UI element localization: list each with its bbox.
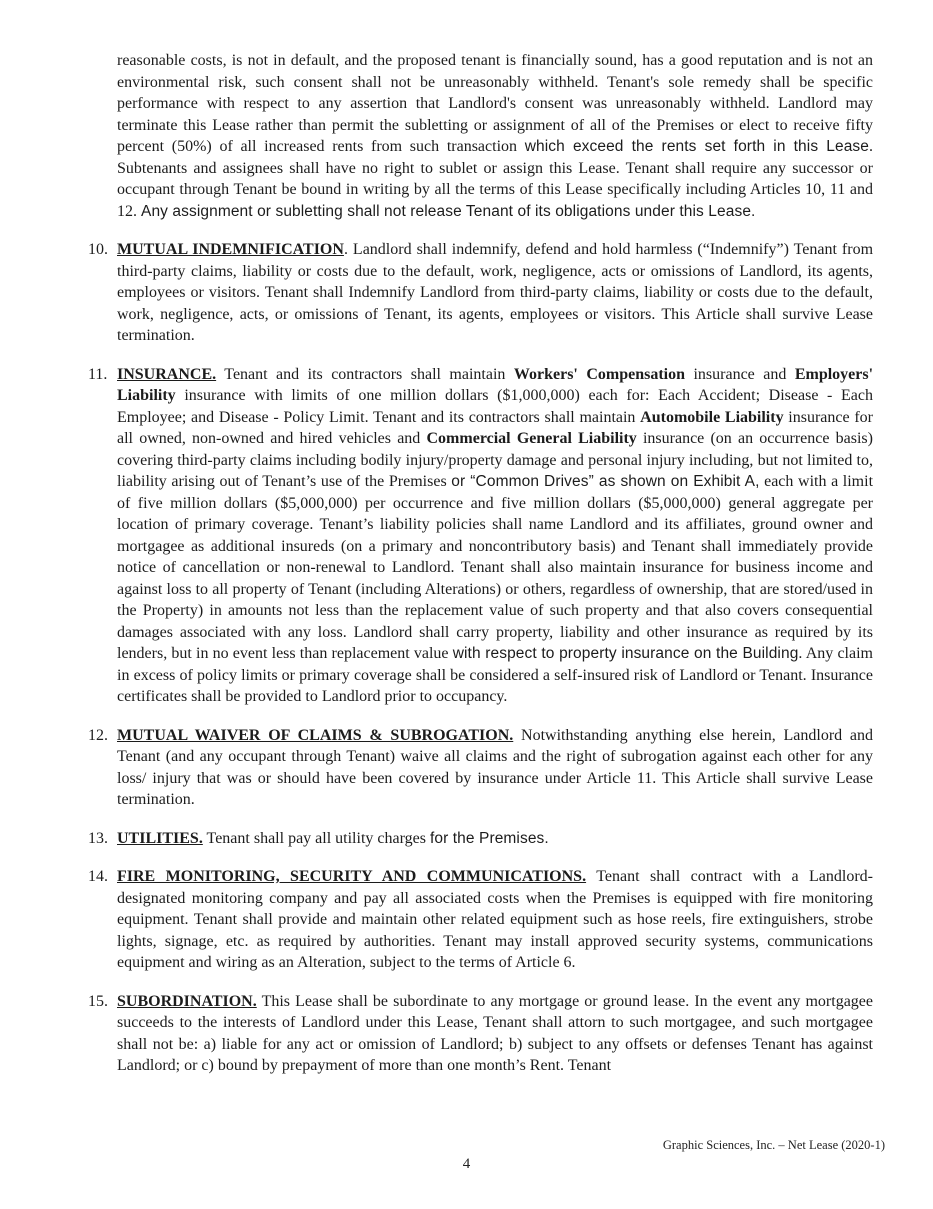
article-number: 14. <box>88 868 108 885</box>
text-run: This Lease shall be subordinate to any mortgage or ground lease. In the event any mortgagee succeeds to the interests of Landlord under this Lease, Tenant shall attorn to such mortgagee, and such mortgagee shall not be: a) liable for any act or omission of Landlord; b) subject to any offsets or defenses Tenant has against Landlord; or c) bound by prepayment of more than one month’s Rent. Tenant <box>117 992 873 1074</box>
text-run: insurance and <box>685 365 795 383</box>
text-run: Workers' Compensation <box>513 365 686 383</box>
articles-list <box>88 50 873 1094</box>
text-run: or “Common Drives” as shown on Exhibit A, <box>451 473 760 490</box>
article-13-utilities <box>88 828 873 850</box>
text-run: Tenant shall pay all utility charges <box>202 829 430 847</box>
article-15-subordination <box>88 991 873 1077</box>
article-14-fire-monitoring-security-communications <box>88 866 873 974</box>
text-run: for the Premises. <box>429 829 549 847</box>
text-run: Any assignment or subletting shall not release Tenant of its obligations under this Lease. <box>141 202 756 220</box>
text-run: insurance (on an occurrence basis) covering third-party claims including bodily injury/property damage and personal injury including, but not limited to, liability arising out of Tenant’s use of the Premises <box>117 430 873 490</box>
text-run: insurance for all owned, non-owned and hired vehicles and <box>117 408 873 447</box>
paragraph-text <box>117 239 873 347</box>
paragraph-text <box>117 725 873 811</box>
text-run: . Subtenants and assignees shall have no right to sublet or assign this Lease. Tenant shall require any successor or occupant through Tenant be bound in writing by all the terms of this Lease specifically including Articles 10, 11 and 12. <box>117 138 873 220</box>
page-number: 4 <box>462 1156 471 1172</box>
text-run: SUBORDINATION. <box>117 992 257 1010</box>
text-run: with respect to property insurance on the Building <box>452 645 799 662</box>
paragraph-text <box>117 364 873 708</box>
article-number <box>88 50 117 222</box>
paragraph-text <box>117 828 873 850</box>
text-run: UTILITIES. <box>117 829 203 847</box>
article-10-mutual-indemnification <box>88 239 873 347</box>
text-run: . Landlord shall indemnify, defend and hold harmless (“Indemnify”) Tenant from third-party claims, liability or costs due to the default, work, negligence, acts or omissions of Landlord, its agents, employees or visitors. Tenant shall Indemnify Landlord from third-party claims, liability or costs due to the default, work, negligence, acts, or omissions of Tenant, its agents, employees or visitors. This Article shall survive Lease termination. <box>117 241 874 344</box>
article-number: 11. <box>88 365 108 383</box>
text-run: Employers' Liability <box>117 365 874 404</box>
text-run: Notwithstanding anything else herein, Landlord and Tenant (and any occupant through Tenant) waive all claims and the right of subrogation against each other for any loss/ injury that was or should have been covered by insurance under Article 11. This Article shall survive Lease termination. <box>117 726 873 808</box>
article-number: 10. <box>88 241 108 258</box>
continuation-paragraph <box>88 50 873 222</box>
article-11-insurance <box>88 364 873 708</box>
paragraph-text <box>117 991 873 1077</box>
article-number: 15. <box>88 992 108 1010</box>
document-footer: Graphic Sciences, Inc. – Net Lease (2020-1) <box>662 1138 885 1152</box>
paragraph-text <box>117 50 873 222</box>
text-run: insurance with limits of one million dollars ($1,000,000) each for: Each Accident; Disease - Each Employee; and Disease - Policy Limit. Tenant and its contractors shall maintain <box>117 387 873 426</box>
text-run: which exceed the rents set forth in this Lease <box>524 138 869 155</box>
text-run: Tenant and its contractors shall maintain <box>216 365 514 383</box>
text-run: Commercial General Liability <box>426 430 637 447</box>
text-run: MUTUAL WAIVER OF CLAIMS & SUBROGATION. <box>117 726 514 744</box>
text-run: reasonable costs, is not in default, and the proposed tenant is financially sound, has a good reputation and is not an environmental risk, such consent shall not be unreasonably withheld. Tenant's sole remedy shall be specific performance with respect to any assertion that Landlord's consent was unreasonably withheld. Landlord may terminate this Lease rather than permit the subletting or assignment of all of the Premises or elect to receive fifty percent (50%) of all increased rents from such transaction <box>117 52 873 155</box>
text-run: INSURANCE. <box>117 365 217 383</box>
text-run: . Any claim in excess of policy limits or primary coverage shall be considered a self-insured risk of Landlord or Tenant. Insurance certificates shall be provided to Landlord prior to occupancy. <box>117 645 873 705</box>
text-run: FIRE MONITORING, SECURITY AND COMMUNICATIONS. <box>117 868 587 885</box>
text-run: each with a limit of five million dollars ($5,000,000) per occurrence and five million dollars ($5,000,000) general aggregate per location of primary coverage. Tenant’s liability policies shall name Landlord and its affiliates, ground owner and mortgagee as additional insureds (on a primary and noncontributory basis) and Tenant shall immediately provide notice of cancellation or non-renewal to Landlord. Tenant shall also maintain insurance for business income and against loss to all property of Tenant (including Alterations) or others, regardless of ownership, that are stored/used in the Property) in amounts not less than the replacement value of such property and that also covers consequential damages associated with any loss. Landlord shall carry property, liability and other insurance as required by its lenders, but in no event less than replacement value <box>117 473 874 662</box>
paragraph-text <box>117 866 873 974</box>
text-run: Tenant shall contract with a Landlord-designated monitoring company and pay all associated costs when the Premises is equipped with fire monitoring equipment. Tenant shall provide and maintain other related equipment such as hose reels, fire extinguishers, strobe lights, signage, etc. as required by authorities. Tenant may install approved security systems, communications equipment and wiring as an Alteration, subject to the terms of Article 6. <box>117 868 874 971</box>
text-run: Automobile Liability <box>640 408 784 426</box>
text-run: MUTUAL INDEMNIFICATION <box>117 241 344 258</box>
article-number: 12. <box>88 726 108 744</box>
article-number: 13. <box>88 829 108 847</box>
article-12-mutual-waiver-of-claims <box>88 725 873 811</box>
